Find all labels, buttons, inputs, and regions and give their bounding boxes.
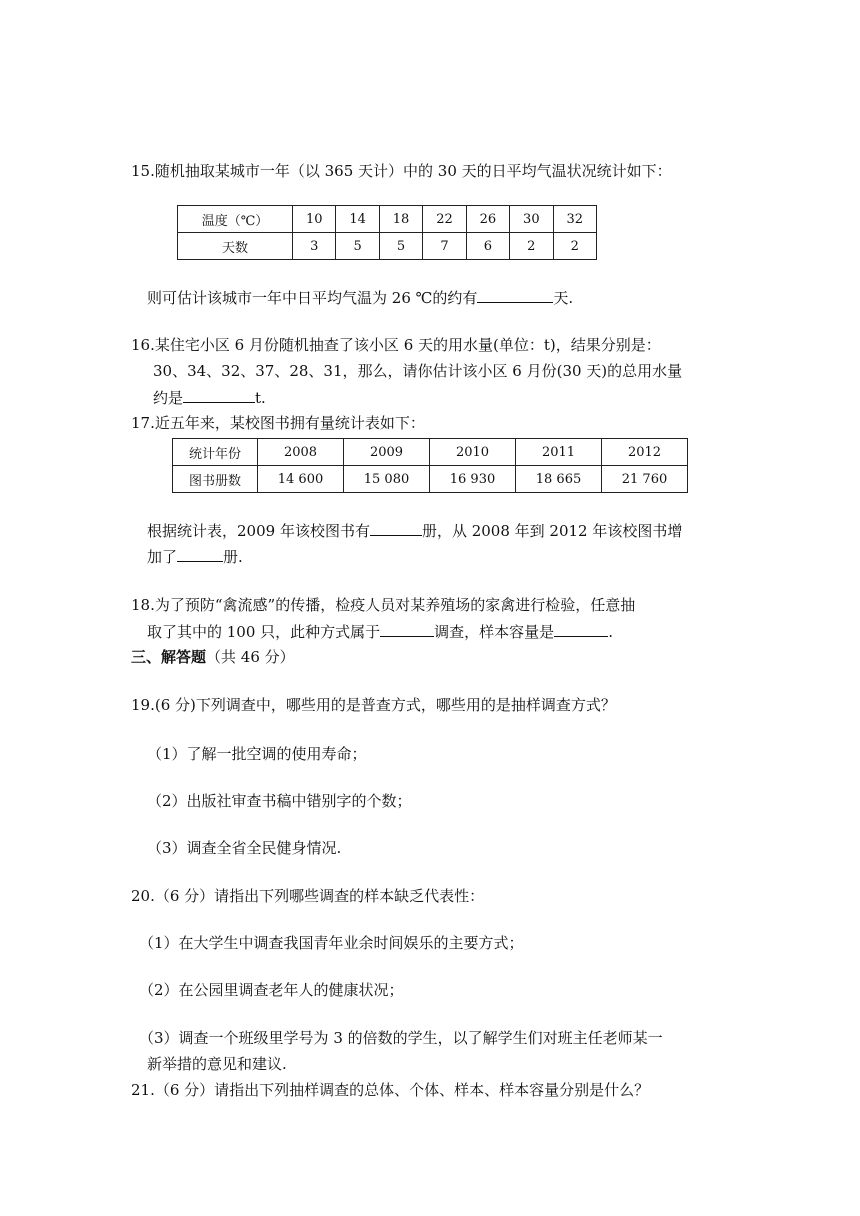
q21-stem: 21.（6 分）请指出下列抽样调查的总体、个体、样本、样本容量分别是什么？ bbox=[131, 1081, 650, 1099]
q17-text-b: 册，从 2008 年到 2012 年该校图书增 bbox=[421, 522, 683, 540]
q16-line3 bbox=[153, 386, 266, 409]
section-title: 三、解答题 bbox=[131, 648, 207, 666]
table-cell: 2011 bbox=[516, 439, 602, 466]
row-header: 图书册数 bbox=[173, 466, 258, 493]
q17-line2 bbox=[147, 545, 243, 568]
q15-temperature-table bbox=[177, 205, 597, 260]
q17-text-d: 册. bbox=[223, 548, 243, 566]
answer-blank[interactable] bbox=[183, 386, 255, 403]
table-cell: 15 080 bbox=[344, 466, 430, 493]
q16-line3-text: 约是 bbox=[153, 389, 184, 407]
table-cell: 18 bbox=[379, 206, 422, 233]
table-cell: 2 bbox=[553, 233, 596, 260]
table-cell: 18 665 bbox=[516, 466, 602, 493]
table-cell: 21 760 bbox=[602, 466, 688, 493]
answer-blank[interactable] bbox=[177, 545, 223, 562]
q20-item-3-line2: 新举措的意见和建议. bbox=[147, 1055, 287, 1073]
table-cell: 2008 bbox=[258, 439, 344, 466]
table-cell: 32 bbox=[553, 206, 596, 233]
q18-text-c: . bbox=[608, 623, 613, 641]
q17-book-table bbox=[172, 438, 688, 493]
table-cell: 7 bbox=[423, 233, 466, 260]
table-cell: 30 bbox=[510, 206, 553, 233]
table-row bbox=[173, 439, 688, 466]
q20-item-2: （2）在公园里调查老年人的健康状况； bbox=[139, 981, 404, 999]
q20-item-1: （1）在大学生中调查我国青年业余时间娱乐的主要方式； bbox=[139, 934, 524, 952]
q15-question bbox=[147, 286, 573, 309]
q18-line1: 18.为了预防“禽流感”的传播，检疫人员对某养殖场的家禽进行检验，任意抽 bbox=[131, 596, 636, 614]
q17-line1 bbox=[147, 519, 682, 542]
q19-item-2: （2）出版社审查书稿中错别字的个数； bbox=[147, 792, 412, 810]
q17-text-a: 根据统计表，2009 年该校图书有 bbox=[147, 522, 370, 540]
q18-text-b: 调查，样本容量是 bbox=[434, 623, 555, 641]
answer-blank[interactable] bbox=[380, 620, 434, 637]
table-cell: 16 930 bbox=[430, 466, 516, 493]
table-cell: 5 bbox=[379, 233, 422, 260]
table-cell: 10 bbox=[293, 206, 336, 233]
table-cell: 2010 bbox=[430, 439, 516, 466]
answer-blank[interactable] bbox=[477, 286, 553, 303]
q19-stem: 19.(6 分)下列调查中，哪些用的是普查方式，哪些用的是抽样调查方式？ bbox=[131, 696, 616, 714]
q16-line1: 16.某住宅小区 6 月份随机抽查了该小区 6 天的用水量(单位：t)，结果分别是： bbox=[131, 336, 661, 354]
table-row bbox=[173, 466, 688, 493]
q17-text-c: 加了 bbox=[147, 548, 178, 566]
q16-line2: 30、34、32、37、28、31，那么，请你估计该小区 6 月份(30 天)的总用水量 bbox=[153, 362, 683, 380]
table-cell: 2 bbox=[510, 233, 553, 260]
table-cell: 14 600 bbox=[258, 466, 344, 493]
q18-text-a: 取了其中的 100 只，此种方式属于 bbox=[147, 623, 381, 641]
table-cell: 3 bbox=[293, 233, 336, 260]
table-cell: 26 bbox=[466, 206, 509, 233]
q16-line3-unit: t. bbox=[255, 389, 266, 407]
table-row bbox=[178, 233, 597, 260]
row-header: 统计年份 bbox=[173, 439, 258, 466]
table-cell: 22 bbox=[423, 206, 466, 233]
row-header: 天数 bbox=[178, 233, 293, 260]
q15-question-text: 则可估计该城市一年中日平均气温为 26 ℃的约有 bbox=[147, 289, 478, 307]
answer-blank[interactable] bbox=[554, 620, 608, 637]
q19-item-3: （3）调查全省全民健身情况. bbox=[147, 839, 342, 857]
row-header: 温度（℃） bbox=[178, 206, 293, 233]
q15-intro: 15.随机抽取某城市一年（以 365 天计）中的 30 天的日平均气温状况统计如下： bbox=[131, 162, 672, 180]
section-score: （共 46 分） bbox=[206, 648, 295, 666]
section-heading bbox=[131, 646, 295, 668]
table-cell: 5 bbox=[336, 233, 379, 260]
table-cell: 14 bbox=[336, 206, 379, 233]
table-cell: 2009 bbox=[344, 439, 430, 466]
q19-item-1: （1）了解一批空调的使用寿命； bbox=[147, 745, 367, 763]
table-row bbox=[178, 206, 597, 233]
answer-blank[interactable] bbox=[370, 519, 422, 536]
q15-question-unit: 天. bbox=[553, 289, 574, 307]
table-cell: 2012 bbox=[602, 439, 688, 466]
q18-line2 bbox=[147, 620, 613, 643]
q20-item-3-line1: （3）调查一个班级里学号为 3 的倍数的学生，以了解学生们对班主任老师某一 bbox=[139, 1029, 663, 1047]
q17-intro: 17.近五年来，某校图书拥有量统计表如下： bbox=[131, 414, 425, 432]
table-cell: 6 bbox=[466, 233, 509, 260]
q20-stem: 20.（6 分）请指出下列哪些调查的样本缺乏代表性： bbox=[131, 887, 485, 905]
